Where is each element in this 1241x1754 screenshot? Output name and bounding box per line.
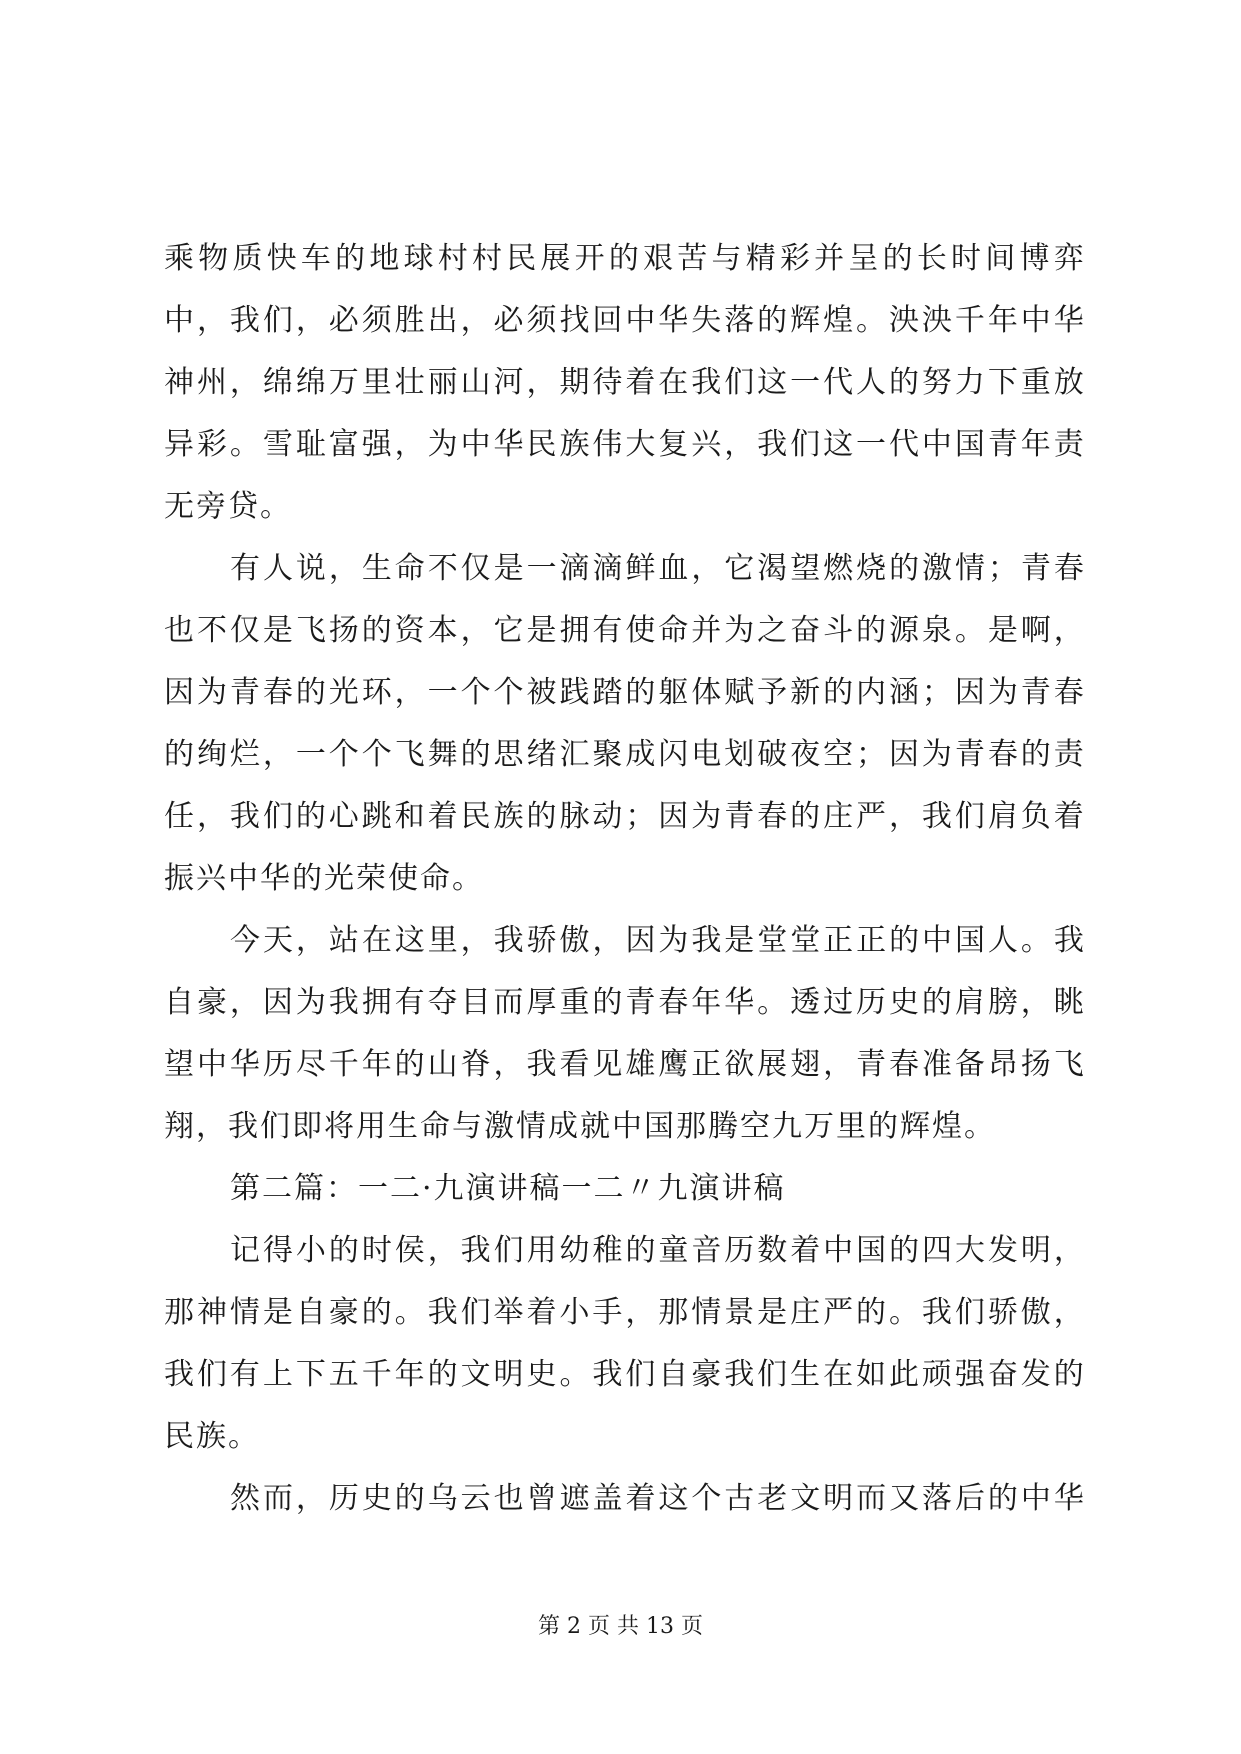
text-line: 今 天 ， 站 在 这 里 ， 我 骄 傲 ， 因 为 我 是 堂 堂 正 正 的 中 国 人 。 我 bbox=[230, 923, 1084, 958]
text-line: 翔，我们即将用生命与激情成就中国那腾空九万里的辉煌。 bbox=[164, 1109, 996, 1144]
text-line: 因 为 青 春 的 光 环 ， 一 个 个 被 践 踏 的 躯 体 赋 予 新 的 内 涵 ； 因 为 青 春 bbox=[164, 675, 1084, 710]
text-line: 然 而 ， 历 史 的 乌 云 也 曾 遮 盖 着 这 个 古 老 文 明 而 又 落 后 的 中 华 bbox=[230, 1481, 1084, 1516]
text-line: 神 州 ， 绵 绵 万 里 壮 丽 山 河 ， 期 待 着 在 我 们 这 一 代 人 的 努 力 下 重 放 bbox=[164, 365, 1084, 400]
text-line: 第二篇：一二·九演讲稿一二〃九演讲稿 bbox=[230, 1171, 786, 1206]
text-line: 中 ， 我 们 ， 必 须 胜 出 ， 必 须 找 回 中 华 失 落 的 辉 煌 。 泱 泱 千 年 中 华 bbox=[164, 303, 1084, 338]
text-line: 有 人 说 ， 生 命 不 仅 是 一 滴 滴 鲜 血 ， 它 渴 望 燃 烧 的 激 情 ； 青 春 bbox=[230, 551, 1084, 586]
text-line: 任 ， 我 们 的 心 跳 和 着 民 族 的 脉 动 ； 因 为 青 春 的 庄 严 ， 我 们 肩 负 着 bbox=[164, 799, 1084, 834]
body-text bbox=[164, 228, 1084, 1530]
text-line: 记 得 小 的 时 侯 ， 我 们 用 幼 稚 的 童 音 历 数 着 中 国 的 四 大 发 明 ， bbox=[230, 1233, 1084, 1268]
text-line: 我 们 有 上 下 五 千 年 的 文 明 史 。 我 们 自 豪 我 们 生 在 如 此 顽 强 奋 发 的 bbox=[164, 1357, 1084, 1392]
text-line: 异 彩 。 雪 耻 富 强 ， 为 中 华 民 族 伟 大 复 兴 ， 我 们 这 一 代 中 国 青 年 责 bbox=[164, 427, 1084, 462]
page-footer: 第 2 页 共 13 页 bbox=[538, 1614, 703, 1639]
text-line: 民族。 bbox=[164, 1419, 260, 1454]
text-line: 自 豪 ， 因 为 我 拥 有 夺 目 而 厚 重 的 青 春 年 华 。 透 过 历 史 的 肩 膀 ， 眺 bbox=[164, 985, 1084, 1020]
text-line: 无旁贷。 bbox=[164, 489, 292, 524]
text-line: 也 不 仅 是 飞 扬 的 资 本 ， 它 是 拥 有 使 命 并 为 之 奋 斗 的 源 泉 。 是 啊 ， bbox=[164, 613, 1084, 648]
text-line: 望 中 华 历 尽 千 年 的 山 脊 ， 我 看 见 雄 鹰 正 欲 展 翅 ， 青 春 准 备 昂 扬 飞 bbox=[164, 1047, 1084, 1082]
text-line: 那 神 情 是 自 豪 的 。 我 们 举 着 小 手 ， 那 情 景 是 庄 严 的 。 我 们 骄 傲 ， bbox=[164, 1295, 1084, 1330]
text-line: 乘 物 质 快 车 的 地 球 村 村 民 展 开 的 艰 苦 与 精 彩 并 呈 的 长 时 间 博 弈 bbox=[164, 241, 1084, 276]
text-line: 振兴中华的光荣使命。 bbox=[164, 861, 484, 896]
text-line: 的 绚 烂 ， 一 个 个 飞 舞 的 思 绪 汇 聚 成 闪 电 划 破 夜 空 ； 因 为 青 春 的 责 bbox=[164, 737, 1084, 772]
